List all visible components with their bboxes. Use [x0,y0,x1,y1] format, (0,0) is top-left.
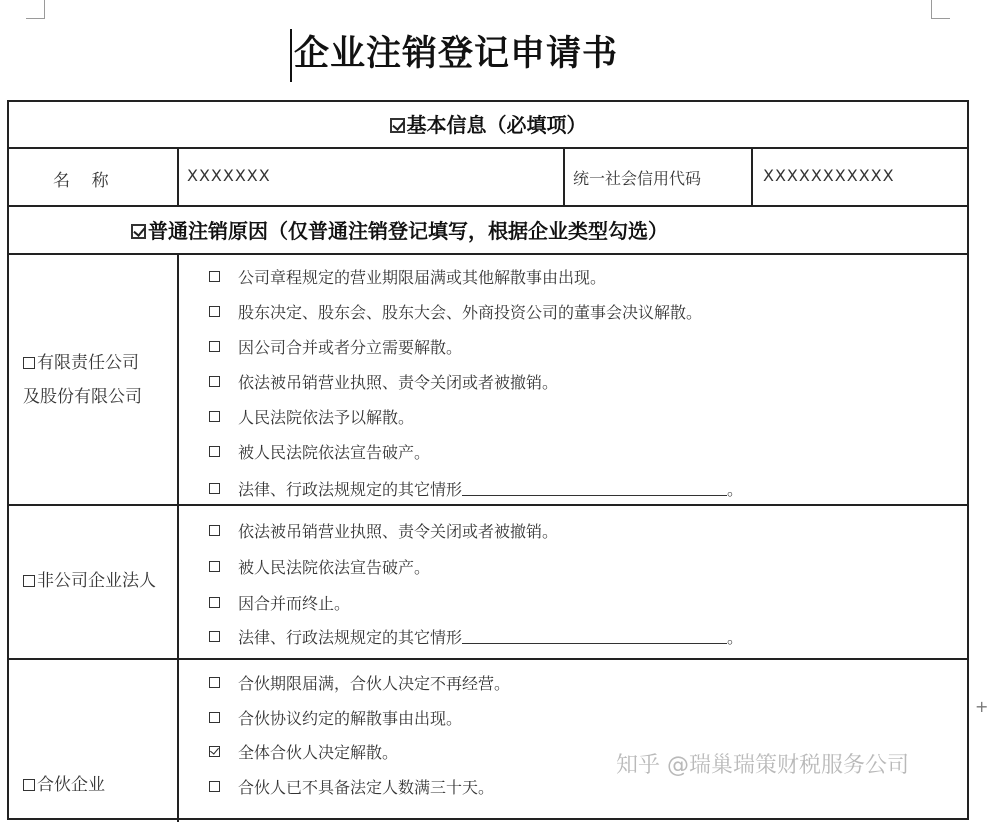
reason-checkbox[interactable] [209,483,220,494]
reason-item [209,334,462,358]
page-corner-mark-left [26,0,45,19]
reason-text: 因合并而终止。 [238,593,351,613]
reason-checkbox-checked[interactable] [209,746,220,757]
reason-text: 合伙协议约定的解散事由出现。 [238,708,463,728]
reason-checkbox[interactable] [209,525,220,536]
reason-checkbox[interactable] [209,306,220,317]
reason-item [209,739,398,763]
group-checkbox-partnership[interactable] [23,779,35,791]
credit-code-label: 统一社会信用代码 [573,169,702,188]
reason-checkbox[interactable] [209,446,220,457]
reason-text: 依法被吊销营业执照、责令关闭或者被撤销。 [238,372,559,392]
reason-item [209,369,558,393]
group-checkbox-non-company[interactable] [23,575,35,587]
reason-text: 被人民法院依法宣告破产。 [238,557,431,577]
reason-checkbox[interactable] [209,712,220,723]
expand-plus-icon[interactable]: + [975,697,989,716]
reason-text: 全体合伙人决定解散。 [238,742,399,762]
group-label-line: 及股份有限公司 [23,387,142,407]
reason-checkbox[interactable] [209,376,220,387]
reason-item [209,590,350,614]
other-reason-blank[interactable] [462,481,727,496]
reason-checkbox[interactable] [209,561,220,572]
basic-info-checkbox[interactable] [390,118,405,133]
reason-text: 法律、行政法规规定的其它情形 [238,479,463,499]
period: 。 [727,479,744,499]
reason-item [209,404,414,428]
reason-item [209,624,743,648]
reason-checkbox[interactable] [209,271,220,282]
group-label-line: 有限责任公司 [37,353,139,373]
group-label-company [23,346,142,414]
group-label-line: 非公司企业法人 [37,571,156,591]
divider [177,147,179,205]
reason-checkbox[interactable] [209,411,220,422]
application-form-table [7,100,969,820]
divider [9,205,967,207]
reason-text: 人民法院依法予以解散。 [238,407,415,427]
document-title: 企业注销登记申请书 [294,33,619,74]
page-corner-mark-right [931,0,950,19]
name-label: 名 称 [53,171,109,191]
group-label-line: 合伙企业 [37,775,105,795]
credit-code-value-field[interactable]: XXXXXXXXXXX [763,166,895,185]
reason-heading-checkbox[interactable] [131,224,146,239]
reason-item [209,476,743,500]
basic-info-heading-text: 基本信息（必填项） [406,113,587,137]
reason-text: 依法被吊销营业执照、责令关闭或者被撤销。 [238,521,559,541]
period: 。 [727,627,744,647]
reason-heading-text: 普通注销原因（仅普通注销登记填写，根据企业类型勾选） [148,219,668,243]
reason-item [209,774,494,798]
reason-text: 公司章程规定的营业期限届满或其他解散事由出现。 [238,267,607,287]
reason-text: 股东决定、股东会、股东大会、外商投资公司的董事会决议解散。 [238,302,703,322]
divider [563,147,565,205]
divider [177,253,179,822]
reason-checkbox[interactable] [209,781,220,792]
reason-text: 合伙人已不具备法定人数满三十天。 [238,777,495,797]
group-label-partnership [23,768,105,802]
watermark: 知乎 @瑞巢瑞策财税服务公司 [616,753,909,778]
reason-item [209,705,462,729]
group-checkbox-company[interactable] [23,357,35,369]
reason-checkbox[interactable] [209,597,220,608]
divider [9,658,967,660]
reason-checkbox[interactable] [209,677,220,688]
reason-item [209,670,510,694]
reason-item [209,554,430,578]
reason-text: 因公司合并或者分立需要解散。 [238,337,463,357]
group-label-non-company [23,564,156,598]
reason-item [209,518,558,542]
divider [9,504,967,506]
reason-text: 被人民法院依法宣告破产。 [238,442,431,462]
reason-text: 合伙期限届满，合伙人决定不再经营。 [238,673,511,693]
divider [9,147,967,149]
reason-item [209,299,702,323]
reason-heading [131,214,967,248]
name-value-field[interactable]: XXXXXXX [187,166,271,185]
reason-checkbox[interactable] [209,341,220,352]
reason-item [209,439,430,463]
divider [9,253,967,255]
basic-info-heading [9,108,967,142]
reason-checkbox[interactable] [209,631,220,642]
other-reason-blank[interactable] [462,629,727,644]
divider [751,147,753,205]
text-cursor [290,29,292,82]
reason-text: 法律、行政法规规定的其它情形 [238,627,463,647]
reason-item [209,264,606,288]
